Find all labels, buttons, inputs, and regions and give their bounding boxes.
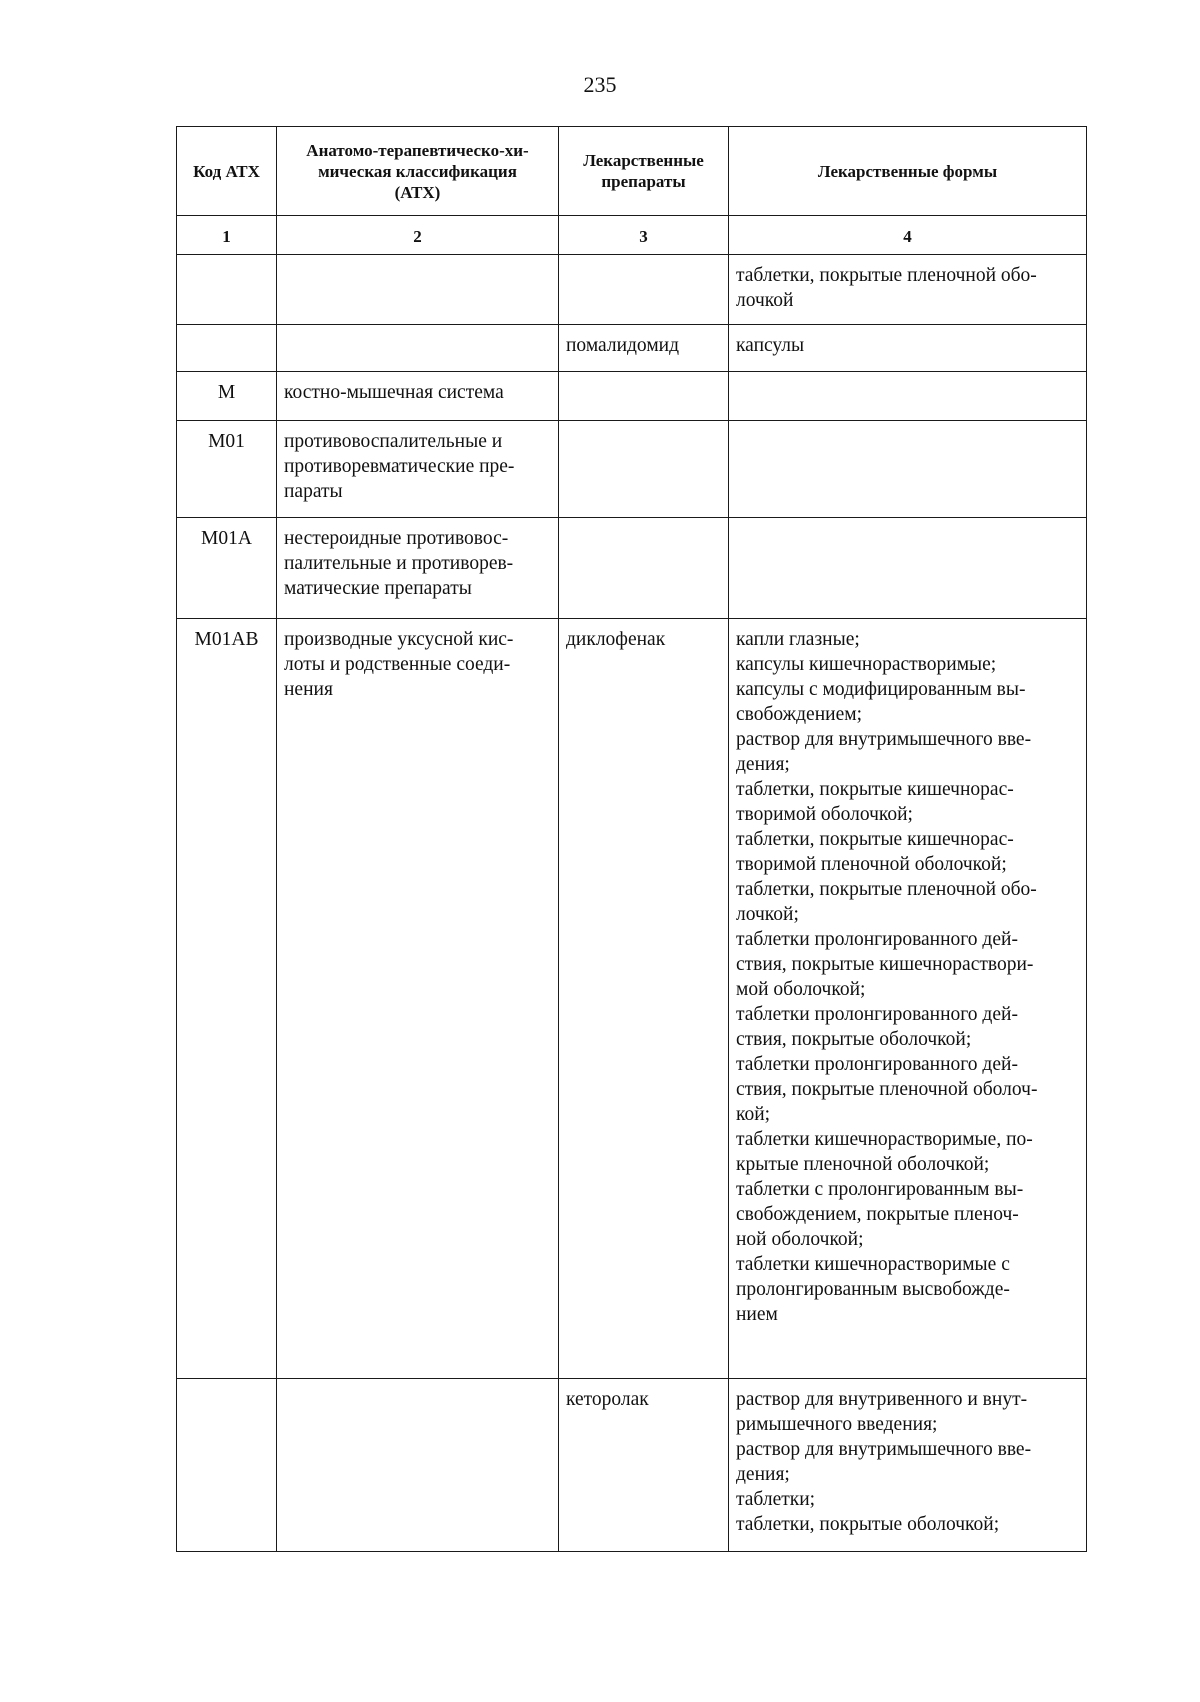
drug-cell bbox=[559, 518, 729, 619]
dosage-forms-cell bbox=[729, 325, 1087, 372]
dosage-form-line: римышечного введения; bbox=[736, 1414, 938, 1435]
dosage-form-line: таблетки, покрытые кишечнорас- bbox=[736, 779, 1014, 800]
table-row bbox=[177, 325, 1087, 372]
column-number-row bbox=[177, 216, 1087, 255]
column-number: 2 bbox=[277, 216, 559, 255]
table-row bbox=[177, 421, 1087, 518]
dosage-form-line: нием bbox=[736, 1304, 778, 1325]
dosage-form-line: капсулы с модифицированным вы- bbox=[736, 679, 1026, 700]
dosage-form-line: дения; bbox=[736, 754, 790, 775]
header-line: Лекарственные формы bbox=[817, 161, 998, 181]
dosage-form-line: дения; bbox=[736, 1464, 790, 1485]
dosage-form-line: кой; bbox=[736, 1104, 771, 1125]
header-line: препараты bbox=[601, 172, 686, 191]
column-number: 3 bbox=[559, 216, 729, 255]
classification-cell bbox=[277, 619, 559, 1379]
classification-cell bbox=[277, 372, 559, 421]
table-row bbox=[177, 255, 1087, 325]
classification-cell bbox=[277, 518, 559, 619]
classification-cell bbox=[277, 421, 559, 518]
column-number: 1 bbox=[177, 216, 277, 255]
classification-cell bbox=[277, 1379, 559, 1552]
classification-line: матические препараты bbox=[284, 578, 472, 599]
dosage-form-line: таблетки пролонгированного дей- bbox=[736, 1054, 1018, 1075]
header-line: мическая классификация bbox=[318, 161, 517, 181]
header-line: (АТХ) bbox=[394, 182, 441, 202]
dosage-form-line: таблетки пролонгированного дей- bbox=[736, 1004, 1018, 1025]
dosage-forms-cell bbox=[729, 372, 1087, 421]
dosage-form-line: творимой оболочкой; bbox=[736, 804, 913, 825]
table-header-row bbox=[177, 127, 1087, 216]
dosage-form-line: свобождением, покрытые пленоч- bbox=[736, 1204, 1019, 1225]
header-line: Анатомо-терапевтическо-хи- bbox=[306, 140, 529, 160]
classification-line: противовоспалительные и bbox=[284, 431, 503, 452]
dosage-form-line: свобождением; bbox=[736, 704, 862, 725]
dosage-form-line: таблетки; bbox=[736, 1489, 816, 1510]
atx-code-cell bbox=[177, 325, 277, 372]
drug-cell: кеторолак bbox=[559, 1379, 729, 1552]
dosage-form-line: ствия, покрытые кишечнораствори- bbox=[736, 954, 1034, 975]
table-row bbox=[177, 518, 1087, 619]
drug-cell: помалидомид bbox=[559, 325, 729, 372]
classification-line: палительные и противорев- bbox=[284, 553, 514, 574]
dosage-form-line: пролонгированным высвобожде- bbox=[736, 1279, 1010, 1300]
dosage-form-line: капсулы bbox=[736, 335, 805, 356]
dosage-form-line: таблетки, покрытые оболочкой; bbox=[736, 1514, 1000, 1535]
dosage-form-line: ствия, покрытые пленочной оболоч- bbox=[736, 1079, 1038, 1100]
atx-code-cell: M01A bbox=[177, 518, 277, 619]
dosage-form-line: лочкой; bbox=[736, 904, 799, 925]
dosage-form-line: мой оболочкой; bbox=[736, 979, 866, 1000]
atx-table bbox=[176, 126, 1087, 1552]
drug-cell bbox=[559, 421, 729, 518]
classification-cell bbox=[277, 255, 559, 325]
drug-cell bbox=[559, 372, 729, 421]
dosage-form-line: таблетки, покрытые пленочной обо- bbox=[736, 879, 1037, 900]
atx-code-cell bbox=[177, 1379, 277, 1552]
dosage-forms-cell bbox=[729, 255, 1087, 325]
dosage-forms-cell bbox=[729, 619, 1087, 1379]
dosage-form-line: таблетки, покрытые кишечнорас- bbox=[736, 829, 1014, 850]
dosage-form-line: таблетки с пролонгированным вы- bbox=[736, 1179, 1024, 1200]
dosage-form-line: капли глазные; bbox=[736, 629, 860, 650]
dosage-forms-cell bbox=[729, 421, 1087, 518]
classification-line: нения bbox=[284, 679, 333, 700]
table-row bbox=[177, 372, 1087, 421]
header-line: Лекарственные bbox=[583, 151, 704, 170]
dosage-form-line: творимой пленочной оболочкой; bbox=[736, 854, 1007, 875]
dosage-form-line: таблетки кишечнорастворимые, по- bbox=[736, 1129, 1033, 1150]
dosage-form-line: раствор для внутримышечного вве- bbox=[736, 729, 1032, 750]
dosage-form-line: таблетки, покрытые пленочной обо- bbox=[736, 265, 1037, 286]
atx-code-cell: M01 bbox=[177, 421, 277, 518]
header-line: Код АТХ bbox=[193, 161, 260, 181]
drug-cell bbox=[559, 255, 729, 325]
dosage-form-line: раствор для внутримышечного вве- bbox=[736, 1439, 1032, 1460]
atx-code-cell bbox=[177, 255, 277, 325]
atx-code-cell: M01AB bbox=[177, 619, 277, 1379]
dosage-forms-cell bbox=[729, 518, 1087, 619]
header-drugs bbox=[559, 127, 729, 216]
classification-line: производные уксусной кис- bbox=[284, 629, 514, 650]
table-row bbox=[177, 1379, 1087, 1552]
dosage-form-line: таблетки пролонгированного дей- bbox=[736, 929, 1018, 950]
header-atx-classification bbox=[277, 127, 559, 216]
page-number: 235 bbox=[583, 72, 617, 97]
dosage-form-line: ной оболочкой; bbox=[736, 1229, 864, 1250]
header-dosage-forms bbox=[729, 127, 1087, 216]
dosage-form-line: крытые пленочной оболочкой; bbox=[736, 1154, 990, 1175]
classification-line: костно-мышечная система bbox=[284, 382, 504, 403]
dosage-form-line: раствор для внутривенного и внут- bbox=[736, 1389, 1028, 1410]
classification-line: параты bbox=[284, 481, 343, 502]
table-row bbox=[177, 619, 1087, 1379]
dosage-form-line: ствия, покрытые оболочкой; bbox=[736, 1029, 972, 1050]
classification-line: нестероидные противовос- bbox=[284, 528, 509, 549]
classification-cell bbox=[277, 325, 559, 372]
dosage-forms-cell bbox=[729, 1379, 1087, 1552]
dosage-form-line: таблетки кишечнорастворимые с bbox=[736, 1254, 1010, 1275]
classification-line: противоревматические пре- bbox=[284, 456, 515, 477]
column-number: 4 bbox=[729, 216, 1087, 255]
drug-cell: диклофенак bbox=[559, 619, 729, 1379]
header-atx-code bbox=[177, 127, 277, 216]
dosage-form-line: лочкой bbox=[736, 290, 794, 311]
dosage-form-line: капсулы кишечнорастворимые; bbox=[736, 654, 997, 675]
atx-code-cell: M bbox=[177, 372, 277, 421]
classification-line: лоты и родственные соеди- bbox=[284, 654, 511, 675]
